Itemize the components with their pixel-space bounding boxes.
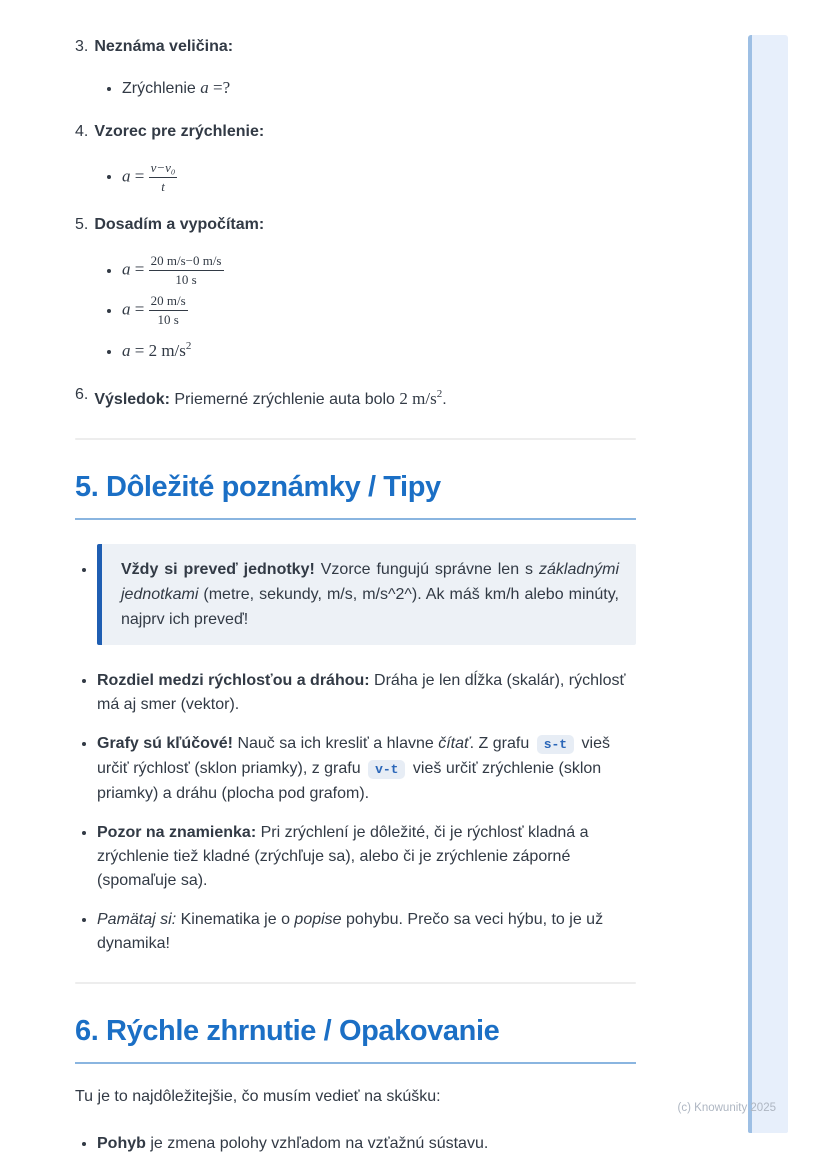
section-divider [75, 982, 636, 984]
fraction [149, 253, 224, 287]
step-heading [75, 212, 636, 237]
list-item: • Pamätaj si: Kinematika je o popise pohybu. Prečo sa veci hýbu, to je už dynamika! [97, 908, 636, 956]
list-item: • Pohyb je zmena polohy vzhľadom na vzťažnú sústavu. [97, 1131, 636, 1156]
intro-paragraph: Tu je to najdôležitejšie, čo musím vedieť na skúšku: [75, 1087, 441, 1105]
math-variable: a [122, 299, 131, 319]
fraction-denominator: 10 s [175, 271, 197, 287]
step-bullet-list [75, 253, 636, 363]
list-item: • Pozor na znamienka: Pri zrýchlení je dôležité, či je rýchlosť kladná a zrýchlenie tiež kladné (zrýchľuje sa), alebo či je zrýchlenie záporné (spomaľuje sa). [97, 821, 636, 893]
step-bullet-list [75, 75, 636, 101]
list-item [97, 544, 636, 645]
equation-item [122, 293, 636, 327]
callout-box: • Vždy si preveď jednotky! Vzorce fungujú správne len s základnými jednotkami (metre, sekundy, m/s, m/s^2^). Ak máš km/h alebo minúty, najprv ich preveď! [97, 544, 636, 645]
step-number: 6. [75, 385, 89, 403]
fraction-numerator: v−v₀ [149, 160, 178, 178]
list-item: • Zrýchlenie a =? [122, 75, 636, 101]
math-relation: = [130, 166, 149, 186]
fraction-denominator: t [161, 178, 165, 194]
page-edge-strip [748, 35, 788, 1133]
step-number: 5. [75, 216, 89, 234]
section-6-heading: 6. Rýchle zhrnutie / Opakovanie [75, 1014, 500, 1047]
solution-steps-list [75, 34, 636, 412]
list-item: • Grafy sú kľúčové! Nauč sa ich kresliť a hlavne čítať. Z grafu s-t vieš určiť rýchlosť (sklon priamky), z grafu v-t vieš určiť zrýchlenie (sklon priamky) a dráhu (plocha pod grafom). [97, 732, 636, 806]
step-heading [75, 119, 636, 144]
step-heading [75, 382, 636, 412]
step-5 [75, 212, 636, 363]
equation-item [122, 160, 636, 194]
tips-list [75, 544, 636, 956]
step-3 [75, 34, 636, 101]
list-item: • Rozdiel medzi rýchlosťou a dráhou: Dráha je len dĺžka (skalár), rýchlosť má aj smer (vektor). [97, 669, 636, 717]
step-title: Neznáma veličina: [94, 38, 234, 55]
watermark: (c) Knowunity 2025 [677, 1102, 776, 1114]
section-5-heading: 5. Dôležité poznámky / Tipy [75, 470, 441, 503]
math-relation: = [130, 259, 149, 279]
math-relation: = [130, 299, 149, 319]
document-page [75, 34, 636, 1156]
fraction-denominator: 10 s [157, 311, 179, 327]
equation-item: • a = 2 $m/s^2$ [122, 334, 636, 364]
fraction-numerator: 20 m/s [149, 293, 188, 311]
step-number: 3. [75, 38, 89, 55]
step-6 [75, 382, 636, 412]
math-variable: a [122, 166, 131, 186]
heading-underline [75, 518, 636, 520]
step-title: Dosadím a vypočítam: [94, 216, 265, 234]
fraction [149, 160, 178, 194]
step-title: Vzorec pre zrýchlenie: [94, 123, 265, 140]
section-divider [75, 438, 636, 440]
result-text: Výsledok: Priemerné zrýchlenie auta bolo 2 $m/s^2$. [94, 387, 447, 408]
math-variable: a [122, 259, 131, 279]
equation-item [122, 253, 636, 287]
fraction-numerator: 20 m/s−0 m/s [149, 253, 224, 271]
fraction [149, 293, 188, 327]
step-4 [75, 119, 636, 194]
step-bullet-list [75, 160, 636, 194]
summary-list [75, 1131, 636, 1156]
heading-underline [75, 1062, 636, 1064]
step-heading [75, 34, 636, 59]
step-number: 4. [75, 123, 89, 140]
